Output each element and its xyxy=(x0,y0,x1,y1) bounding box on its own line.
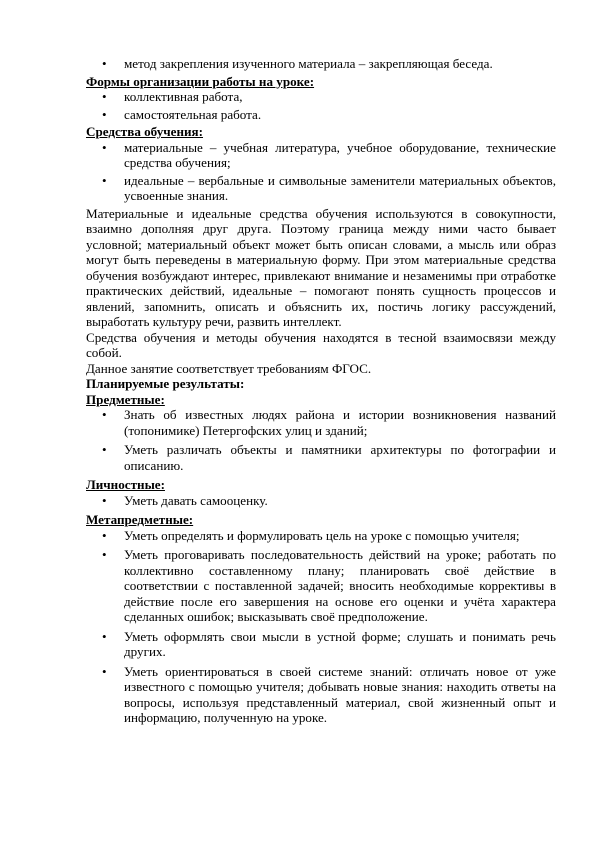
list-item xyxy=(86,528,556,544)
bullet-icon: • xyxy=(102,663,107,679)
bullet-icon: • xyxy=(102,628,107,644)
list-item-text: Уметь определять и формулировать цель на уроке с помощью учителя; xyxy=(124,527,520,543)
tools-heading: Средства обучения: xyxy=(86,124,204,139)
list-item-text: самостоятельная работа. xyxy=(124,106,262,122)
personal-list xyxy=(86,493,556,509)
bullet-icon: • xyxy=(102,492,107,508)
bullet-icon: • xyxy=(102,442,107,457)
body-paragraph: Данное занятие соответствует требованиям ФГОС. xyxy=(86,360,372,376)
list-item-text: материальные – учебная литература, учебное оборудование, технические средства обучения; xyxy=(124,139,556,170)
list-item-text: Уметь давать самооценку. xyxy=(124,492,268,508)
bullet-icon: • xyxy=(102,106,107,122)
list-item-text: коллективная работа, xyxy=(124,89,243,104)
list-item xyxy=(86,493,556,509)
list-item xyxy=(86,56,556,72)
meta-heading: Метапредметные: xyxy=(86,512,194,527)
bullet-icon: • xyxy=(102,139,107,155)
body-paragraph: Материальные и идеальные средства обучения используются в совокупности, взаимно дополняя друг друга. Поэтому граница между ними часто бывает условной; материальный объект может быть описан словами, а мысль или образ могут быть переведены в материальную форму. При этом материальные средства обучения возбуждают интерес, привлекают внимание и незаменимы при отработке практических действий, идеальные – помогают понять сущность процессов и явлений, запомнить, описать и объяснить их, постичь логику рассуждений, выработать культуру речи, развить интеллект. xyxy=(86,205,556,329)
list-item xyxy=(86,173,556,204)
document-page xyxy=(86,56,556,730)
list-item-text: идеальные – вербальные и символьные заменители материальных объектов, усвоенные знания. xyxy=(124,172,556,203)
bullet-icon: • xyxy=(102,56,107,71)
bullet-icon: • xyxy=(102,89,107,104)
bullet-icon: • xyxy=(102,407,107,422)
list-item-text: Уметь различать объекты и памятники архитектуры по фотографии и описанию. xyxy=(124,442,556,473)
list-item xyxy=(86,140,556,171)
list-item-text: метод закрепления изученного материала – закрепляющая беседа. xyxy=(124,56,493,71)
results-heading: Планируемые результаты: xyxy=(86,376,245,391)
list-item xyxy=(86,547,556,625)
forms-heading: Формы организации работы на уроке: xyxy=(86,73,315,89)
list-item xyxy=(86,107,556,123)
subject-list xyxy=(86,407,556,473)
list-item xyxy=(86,664,556,726)
list-item xyxy=(86,89,556,105)
list-item xyxy=(86,629,556,660)
forms-list xyxy=(86,89,556,122)
list-item-text: Уметь ориентироваться в своей системе знаний: отличать новое от уже известного с помощью учителя; добывать новые знания: находить ответы на вопросы, используя представленный материал, свой жизненный опыт и информацию, полученную на уроке. xyxy=(124,663,556,725)
personal-heading: Личностные: xyxy=(86,477,165,492)
body-paragraph: Средства обучения и методы обучения находятся в тесной взаимосвязи между собой. xyxy=(86,329,556,360)
method-list xyxy=(86,56,556,72)
bullet-icon: • xyxy=(102,172,107,188)
list-item-text: Знать об известных людях района и истории возникновения названий (топонимике) Петергофских улиц и зданий; xyxy=(124,407,556,438)
list-item-text: Уметь проговаривать последовательность действий на уроке; работать по коллективно составленному плану; планировать своё действие в соответствии с поставленной задачей; вносить необходимые коррективы в действие после его завершения на основе его оценки и учёта характера сделанных ошибок; высказывать своё предположение. xyxy=(124,547,556,624)
tools-list xyxy=(86,140,556,204)
meta-list xyxy=(86,528,556,726)
list-item-text: Уметь оформлять свои мысли в устной форме; слушать и понимать речь других. xyxy=(124,628,556,659)
list-item xyxy=(86,407,556,438)
list-item xyxy=(86,442,556,473)
bullet-icon: • xyxy=(102,527,107,543)
subject-heading: Предметные: xyxy=(86,391,165,407)
bullet-icon: • xyxy=(102,547,107,562)
